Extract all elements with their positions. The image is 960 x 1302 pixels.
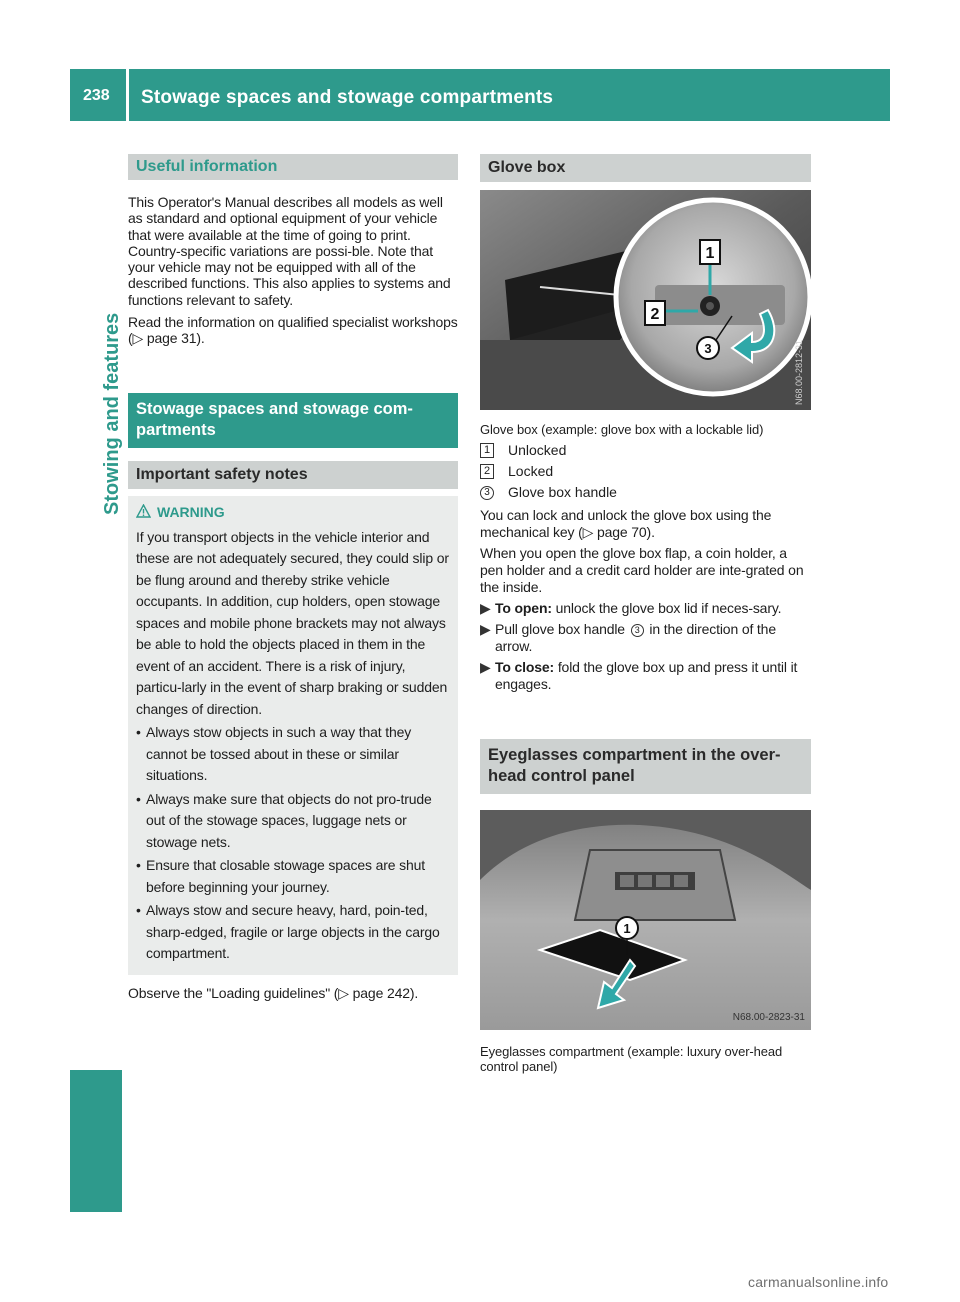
list-item: • Always stow and secure heavy, hard, poin-ted, sharp-edged, fragile or large objects in the cargo compartment. bbox=[136, 900, 450, 965]
svg-text:2: 2 bbox=[650, 306, 660, 323]
warning-box bbox=[128, 496, 458, 975]
workshops-paragraph: Read the information on qualified specialist workshops (▷ page 31). bbox=[128, 314, 458, 347]
svg-text:1: 1 bbox=[623, 921, 631, 936]
right-column bbox=[480, 154, 811, 1074]
page-number: 238 bbox=[83, 87, 110, 104]
glove-box-holders-paragraph: When you open the glove box flap, a coin holder, a pen holder and a credit card holder are inte-grated on the inside. bbox=[480, 545, 804, 595]
svg-text:3: 3 bbox=[704, 341, 712, 356]
glove-box-image bbox=[480, 190, 811, 410]
useful-info-paragraph: This Operator's Manual describes all models as well as standard and optional equipment of your vehicle that were available at the time of going to print. Country-specific variations are possi-ble. Note that your vehicle may not be equipped with all of the described functions. This also applies to systems and functions relevant to safety. bbox=[128, 194, 451, 308]
eyeglasses-image-code: N68.00-2823-31 bbox=[732, 1012, 805, 1023]
warning-label: WARNING bbox=[157, 504, 225, 521]
step-close: ▶ To close: fold the glove box up and press it until it engages. bbox=[480, 659, 798, 692]
side-tab-label: Stowing and features bbox=[101, 312, 123, 515]
side-tab-marker bbox=[70, 1070, 122, 1212]
legend-item-1: 1 Unlocked bbox=[480, 440, 811, 461]
list-item: • Always stow objects in such a way that they cannot be tossed about in these or similar situations. bbox=[136, 722, 450, 787]
left-column bbox=[128, 154, 458, 1001]
eyeglasses-heading: Eyeglasses compartment in the over-head control panel bbox=[480, 739, 811, 794]
glove-box-heading: Glove box bbox=[480, 154, 811, 182]
step-arrow-icon: ▶ bbox=[480, 600, 491, 616]
stowage-heading: Stowage spaces and stowage com-partments bbox=[128, 393, 458, 448]
glove-box-image-code: N68.00-2812-31 bbox=[794, 339, 804, 405]
header-divider bbox=[126, 69, 129, 121]
step-open: ▶ To open: unlock the glove box lid if neces-sary. bbox=[480, 600, 782, 616]
page-title: Stowage spaces and stowage compartments bbox=[141, 87, 554, 108]
legend-item-3: 3 Glove box handle bbox=[480, 482, 811, 503]
warning-title bbox=[136, 504, 450, 521]
bullet-icon: • bbox=[136, 902, 141, 919]
eyeglasses-caption: Eyeglasses compartment (example: luxury over-head control panel) bbox=[480, 1044, 783, 1074]
glove-box-lock-paragraph: You can lock and unlock the glove box using the mechanical key (▷ page 70). bbox=[480, 507, 772, 540]
step-arrow-icon: ▶ bbox=[480, 621, 491, 637]
warning-text: If you transport objects in the vehicle interior and these are not adequately secured, they could slip or be flung around and thereby strike vehicle occupants. In addition, cup holders, open stowage spaces and mobile phone brackets may not always be able to hold the objects placed in them in the event of an accident. There is a risk of injury, particu-larly in the event of sharp braking or sudden changes of direction. bbox=[136, 528, 449, 717]
list-item: • Always make sure that objects do not pro-trude out of the stowage spaces, luggage nets or stowage nets. bbox=[136, 789, 450, 854]
step-arrow-icon: ▶ bbox=[480, 659, 491, 675]
glove-box-caption: Glove box (example: glove box with a lockable lid) bbox=[480, 422, 764, 437]
bullet-icon: • bbox=[136, 790, 141, 807]
bullet-icon: • bbox=[136, 724, 141, 741]
step-pull-handle: ▶ Pull glove box handle 3 in the direction of the arrow. bbox=[480, 621, 776, 654]
legend-item-2: 2 Locked bbox=[480, 461, 811, 482]
safety-notes-heading: Important safety notes bbox=[128, 461, 458, 489]
loading-guidelines-note: Observe the "Loading guidelines" (▷ page 242). bbox=[128, 984, 419, 1001]
list-item: • Ensure that closable stowage spaces are shut before beginning your journey. bbox=[136, 855, 450, 898]
bullet-icon: • bbox=[136, 857, 141, 874]
watermark: carmanualsonline.info bbox=[748, 1274, 889, 1290]
eyeglasses-image bbox=[480, 810, 811, 1030]
warning-triangle-icon bbox=[136, 504, 151, 521]
useful-info-heading: Useful information bbox=[128, 154, 458, 180]
svg-text:1: 1 bbox=[705, 245, 715, 262]
